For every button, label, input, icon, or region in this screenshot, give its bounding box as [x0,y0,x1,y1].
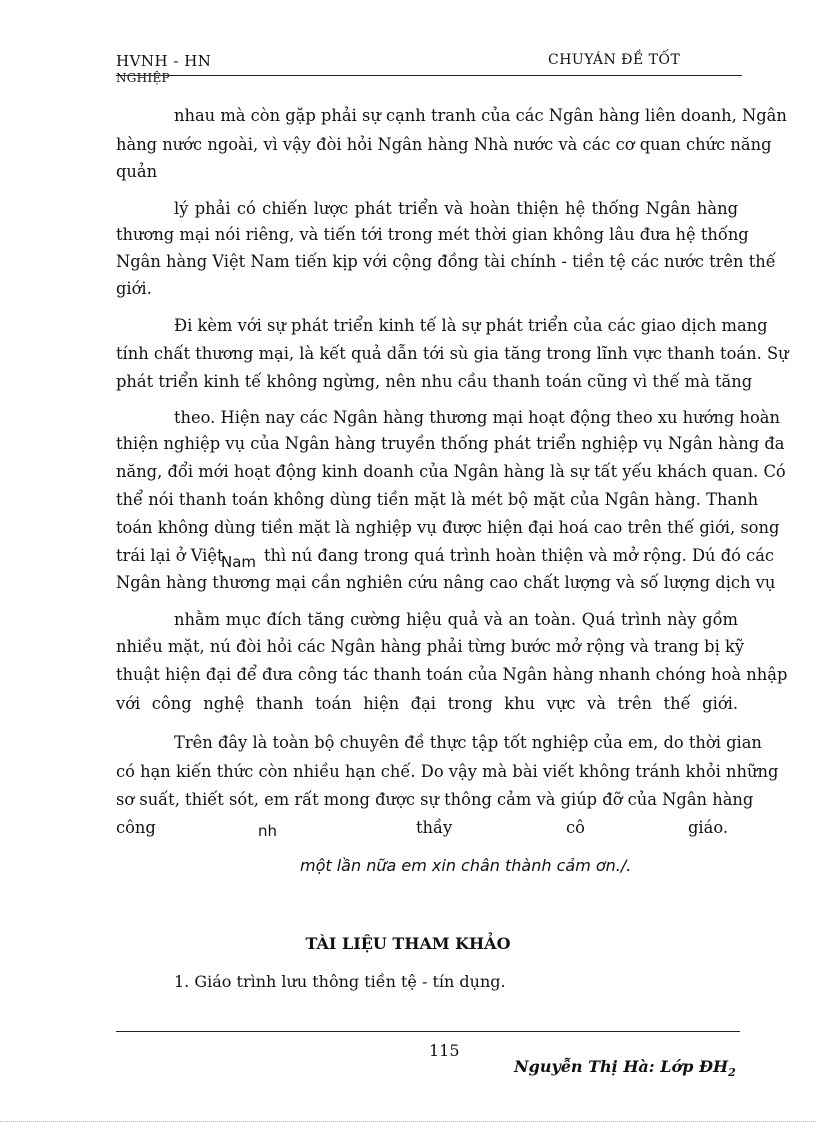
body-line-fragment: trái lại ở Việt [116,546,224,565]
body-line: lý phải có chiến lược phát triển và hoàn thiện hệ thống Ngân hàng [174,199,738,218]
body-word: công [116,818,156,837]
body-line: hàng nước ngoài, vì vậy đòi hỏi Ngân hàng Nhà nước và các cơ quan chức năng [116,135,772,154]
header-left-title: HVNH - HN [116,52,212,70]
references-heading: TÀI LIỆU THAM KHẢO [305,934,511,953]
body-line: toán không dùng tiền mặt là nghiệp vụ được hiện đại hoá cao trên thế giới, song [116,518,780,537]
body-line: nhiều mặt, nú đòi hỏi các Ngân hàng phải từng bước mở rộng và trang bị kỹ [116,637,745,656]
footer-author [514,1057,736,1079]
body-line: nhau mà còn gặp phải sự cạnh tranh của các Ngân hàng liên doanh, Ngân [174,106,787,125]
body-word: cô [566,818,585,837]
body-line: thương mại nói riêng, và tiến tới trong mét thời gian không lâu đưa hệ thống [116,225,749,244]
header-right-title: CHUYÁN ĐỀ TỐT [548,52,681,68]
body-line: Ngân hàng thương mại cần nghiên cứu nâng cao chất lượng và số lượng dịch vụ [116,573,776,592]
body-line: Trên đây là toàn bộ chuyên đề thực tập tốt nghiệp của em, do thời gian [174,733,762,752]
footer-rule [116,1031,740,1032]
body-word-shifted: nh [258,822,278,840]
body-line-fragment: thì nú đang trong quá trình hoàn thiện và mở rộng. Dú đó các [264,546,775,565]
body-word: giáo. [688,818,729,837]
body-word-shifted: Nam [221,553,257,571]
body-line: thiện nghiệp vụ của Ngân hàng truyền thống phát triển nghiệp vụ Ngân hàng đa [116,434,785,453]
header-rule [116,75,742,76]
reference-item: 1. Giáo trình lưu thông tiền tệ - tín dụng. [174,972,506,991]
body-line: Đi kèm với sự phát triển kinh tế là sự phát triển của các giao dịch mang [174,316,768,335]
body-line: nhằm mục đích tăng cường hiệu quả và an toàn. Quá trình này gồm [174,610,738,629]
page-number: 115 [429,1041,460,1060]
closing-thanks: một lần nữa em xin chân thành cảm ơn./. [300,856,632,875]
body-line: Ngân hàng Việt Nam tiến kịp với cộng đồng tài chính - tiền tệ các nước trên thế [116,252,776,271]
body-line: với công nghệ thanh toán hiện đại trong khu vực và trên thế giới. [116,694,738,713]
footer-author-text: Nguyễn Thị Hà: Lớp ĐH [514,1057,729,1076]
body-line: phát triển kinh tế không ngừng, nên nhu cầu thanh toán cũng vì thế mà tăng [116,372,753,391]
footer-author-subscript: 2 [728,1066,736,1080]
header-left-subtitle: NGHIỆP [116,71,170,85]
page-bottom-dotted-border [0,1121,816,1122]
body-line: năng, đổi mới hoạt động kinh doanh của Ngân hàng là sự tất yếu khách quan. Có [116,462,786,481]
body-line: thuật hiện đại để đưa công tác thanh toán của Ngân hàng nhanh chóng hoà nhập [116,665,788,684]
body-line: có hạn kiến thức còn nhiều hạn chế. Do vậy mà bài viết không tránh khỏi những [116,762,779,781]
body-line: thể nói thanh toán không dùng tiền mặt là mét bộ mặt của Ngân hàng. Thanh [116,490,759,509]
body-line: sơ suất, thiết sót, em rất mong được sự thông cảm và giúp đỡ của Ngân hàng [116,790,754,809]
body-word: thầy [416,818,453,837]
body-line: quản [116,162,158,181]
body-line: giới. [116,279,152,298]
body-line: theo. Hiện nay các Ngân hàng thương mại hoạt động theo xu hướng hoàn [174,408,780,427]
body-line: tính chất thương mại, là kết quả dẫn tới sù gia tăng trong lĩnh vực thanh toán. Sự [116,344,789,363]
